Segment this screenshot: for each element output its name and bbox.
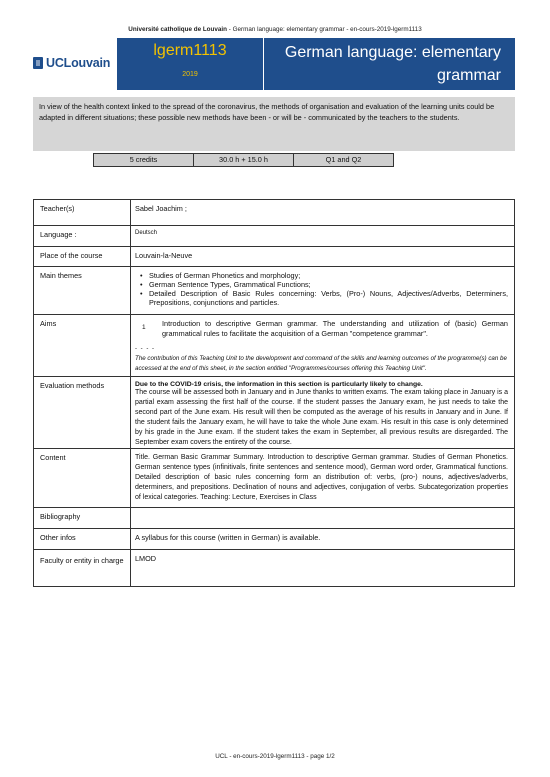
teachers-value: Sabel Joachim ;: [131, 200, 515, 226]
credits-quadrimester: Q1 and Q2: [325, 155, 362, 164]
row-teachers: [34, 200, 515, 226]
row-language: [34, 226, 515, 247]
header-separator: -: [226, 26, 233, 33]
course-title: German language: elementary grammar: [284, 44, 501, 84]
content-value: [131, 449, 515, 508]
language-label: Language :: [34, 226, 131, 247]
faculty-label: Faculty or entity in charge: [34, 550, 131, 587]
logo-text: UCLouvain: [46, 55, 111, 70]
aims-value: [131, 315, 515, 377]
course-title-box: [264, 38, 515, 90]
themes-value: [131, 267, 515, 315]
row-bibliography: [34, 508, 515, 529]
covid-notice: In view of the health context linked to the spread of the coronavirus, the methods of organisation and evaluation of the learning units could be adapted in different situations; these possible new methods have been - or will be - communicated by the teachers to the students.: [33, 97, 515, 151]
themes-label: Main themes: [34, 267, 131, 315]
row-content: [34, 449, 515, 508]
credits-count: 5 credits: [94, 154, 194, 166]
page-header: [0, 26, 550, 33]
evaluation-text: The course will be assessed both in January and in June thanks to written exams. The exam taking place in January is a partial exam assessing the first half of the course. If the student passes the January exam, he just needs to take the second part of the June exam. His result will then be computed as the average of his results in January and in June. If the student fails the January exam, he will have to take the whole June exam. His result in this case is only determined by his grade in the June exam. If the student takes the exam in September, all previous results are disregarded. The September exam covers the entirety of the course.: [135, 389, 508, 446]
credits-hours: 30.0 h + 15.0 h: [194, 154, 294, 166]
bibliography-value: [131, 508, 515, 529]
row-aims: [34, 315, 515, 377]
university-name: Université catholique de Louvain: [128, 26, 227, 33]
place-value: Louvain-la-Neuve: [131, 247, 515, 267]
theme-item: • Studies of German Phonetics and morphology;: [145, 271, 508, 280]
course-info-table: [33, 199, 515, 587]
theme-item: • Detailed Description of Basic Rules concerning: Verbs, (Pro-) Nouns, Adjectives/Adverbs, Determiners, Prepositions, conjunctions and particles.: [145, 289, 508, 307]
aims-text: Introduction to descriptive German grammar. The understanding and utilization of (basic) German grammatical rules to facilitate the acquisition of a German "competence grammar".: [162, 319, 508, 338]
header-doc-title: German language: elementary grammar - en-cours-2019-lgerm1113: [232, 26, 422, 33]
aims-label: Aims: [34, 315, 131, 377]
content-text: Title. German Basic Grammar Summary. Introduction to descriptive German grammar. Studies of German Phonetics. German sentence types (infinitivals, finite sentences and sentence mood), German word order, Grammatical functions. Detailed description of basic rules concerning form an distribution of: verbs, (pro-) nouns, adjectives/adverbs, determiners, and prepositions. Declination of nouns and adjectives, conjugation of verbs. Subcategorization properties of lexical categories. Teaching: Lecture, Exercises in Class: [135, 454, 508, 501]
aims-dots: - - - -: [135, 346, 155, 352]
place-label: Place of the course: [34, 247, 131, 267]
uclouvain-logo: [33, 47, 119, 78]
credits-bar: [93, 153, 394, 167]
other-infos-value: A syllabus for this course (written in German) is available.: [131, 529, 515, 550]
logo-mark-icon: [33, 57, 43, 69]
aims-contribution: The contribution of this Teaching Unit to the development and command of the skills and learning outcomes of the programme(s) can be accessed at the end of this sheet, in the section entitled "Programmes/courses offering this Teaching Unit".: [135, 355, 507, 372]
page-footer: UCL - en-cours-2019-lgerm1113 - page 1/2: [215, 753, 335, 760]
evaluation-value: [131, 377, 515, 449]
row-faculty: [34, 550, 515, 587]
course-code-box: [117, 38, 263, 90]
row-place: [34, 247, 515, 267]
bibliography-label: Bibliography: [34, 508, 131, 529]
faculty-value: LMOD: [131, 550, 515, 587]
themes-list: [135, 271, 508, 307]
evaluation-warning: Due to the COVID-19 crisis, the information in this section is particularly likely to change.: [135, 381, 423, 388]
course-banner: [33, 38, 515, 90]
aims-number: 1: [142, 324, 146, 331]
other-infos-label: Other infos: [34, 529, 131, 550]
course-year: 2019: [182, 71, 198, 78]
teachers-label: Teacher(s): [34, 200, 131, 226]
course-code: lgerm1113: [153, 42, 227, 59]
row-themes: [34, 267, 515, 315]
aims-entry: [135, 319, 508, 339]
row-other-infos: [34, 529, 515, 550]
content-label: Content: [34, 449, 131, 508]
theme-item: • German Sentence Types, Grammatical Functions;: [145, 280, 508, 289]
evaluation-label: Evaluation methods: [34, 377, 131, 449]
language-value: Deutsch: [131, 226, 515, 247]
row-evaluation: [34, 377, 515, 449]
